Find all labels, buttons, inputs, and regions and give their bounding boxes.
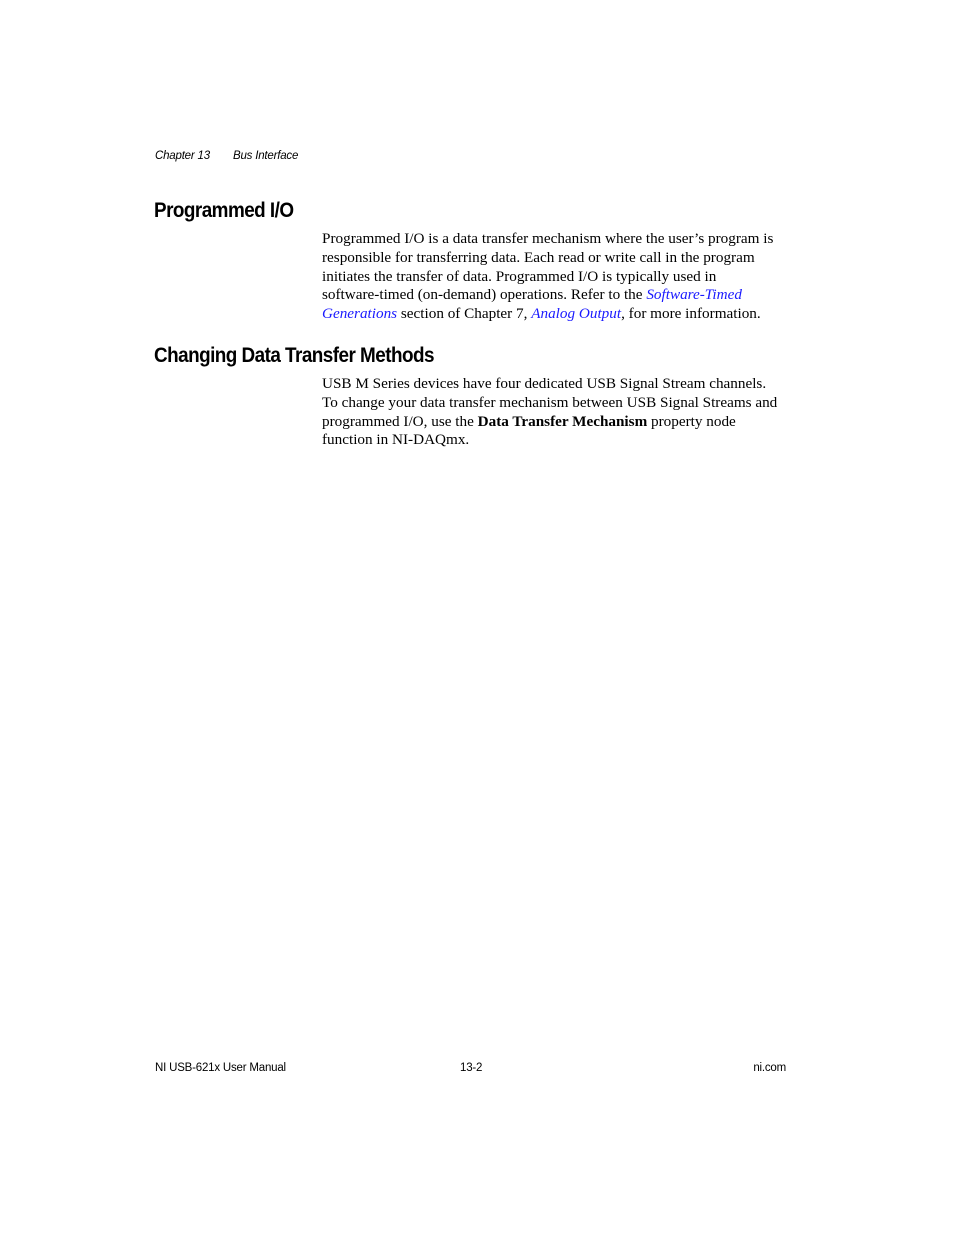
paragraph-changing-data-transfer <box>322 375 792 450</box>
text-line: Generations section of Chapter 7, Analog Output, for more information. <box>322 305 761 323</box>
text-line: responsible for transferring data. Each read or write call in the program <box>322 248 755 266</box>
heading-programmed-io: Programmed I/O <box>154 199 294 222</box>
section-label: Bus Interface <box>233 150 299 162</box>
link-software-timed-generations-cont[interactable]: Generations <box>322 305 398 323</box>
footer-website: ni.com <box>753 1062 786 1074</box>
text-line: initiates the transfer of data. Programmed I/O is typically used in <box>322 267 717 285</box>
heading-changing-data-transfer-methods: Changing Data Transfer Methods <box>154 344 434 367</box>
text-line: To change your data transfer mechanism between USB Signal Streams and <box>322 393 778 411</box>
term-data-transfer-mechanism: Data Transfer Mechanism <box>477 412 648 430</box>
chapter-label: Chapter 13 <box>155 150 210 162</box>
text-line: Programmed I/O is a data transfer mechanism where the user’s program is <box>322 230 774 247</box>
footer-page-number: 13-2 <box>460 1062 483 1074</box>
text-line: programmed I/O, use the Data Transfer Mechanism property node <box>322 412 736 430</box>
text-line: software-timed (on-demand) operations. Refer to the Software-Timed <box>322 286 742 304</box>
text-line: function in NI-DAQmx. <box>322 431 470 449</box>
text-line: USB M Series devices have four dedicated USB Signal Stream channels. <box>322 375 767 392</box>
paragraph-programmed-io <box>322 230 792 324</box>
link-software-timed-generations[interactable]: Software-Timed <box>646 286 742 304</box>
running-header <box>155 150 299 162</box>
link-analog-output[interactable]: Analog Output <box>531 305 622 323</box>
footer-manual-title: NI USB-621x User Manual <box>155 1062 286 1074</box>
